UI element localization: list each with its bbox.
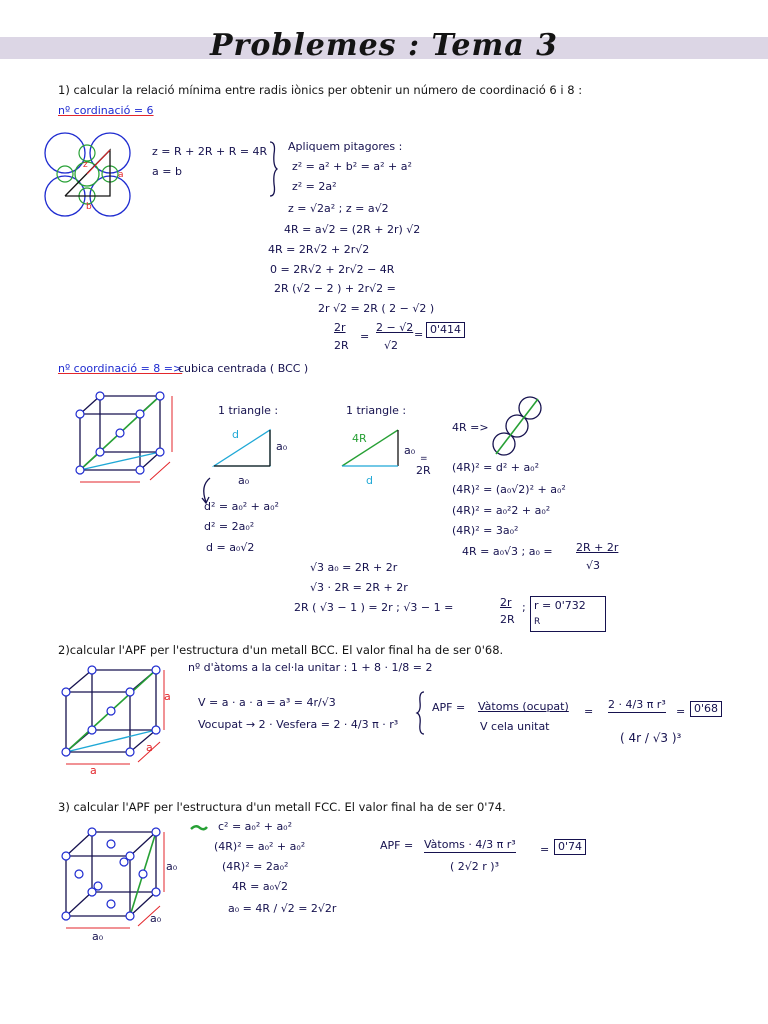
fig-label-z: z bbox=[83, 160, 88, 170]
fcc-step-3: (4R)² = 2a₀² bbox=[222, 860, 289, 873]
v-line: V = a · a · a = a³ = 4r/√3 bbox=[198, 696, 336, 709]
eq-a-b: a = b bbox=[152, 165, 182, 178]
fcc-diag-label: a₀ bbox=[150, 912, 162, 925]
tri2-eq: = bbox=[420, 454, 428, 464]
frac-right-num: 2 − √2 bbox=[376, 321, 414, 334]
sphere-chain bbox=[490, 394, 546, 460]
r-step-5: 4R = a₀√3 ; a₀ = bbox=[462, 545, 553, 558]
brace-2 bbox=[416, 690, 426, 736]
step-5: 4R = 2R√2 + 2r√2 bbox=[268, 243, 370, 256]
vocupat-line: Vocupat → 2 · Vesfera = 2 · 4/3 π · r³ bbox=[198, 718, 399, 731]
step-1: z² = a² + b² = a² + a² bbox=[292, 160, 412, 173]
fcc-step-1: c² = a₀² + a₀² bbox=[218, 820, 292, 833]
fig-label-a: a bbox=[118, 170, 124, 180]
frac-left-num: 2r bbox=[334, 321, 346, 334]
frac-den-2: ( 4r / √3 )³ bbox=[620, 731, 682, 745]
triangle1-title: 1 triangle : bbox=[218, 404, 279, 417]
result-box-3: 0'68 bbox=[690, 701, 722, 717]
result2-top: r = 0'732 bbox=[534, 599, 586, 612]
tri1-base: a₀ bbox=[238, 474, 250, 487]
d-step-3: d = a₀√2 bbox=[206, 541, 255, 554]
tri2-hyp: 4R bbox=[352, 432, 367, 445]
step-4: 4R = a√2 = (2R + 2r) √2 bbox=[284, 223, 421, 236]
result-box-2 bbox=[530, 596, 606, 632]
question-3: 3) calcular l'APF per l'estructura d'un metall FCC. El valor final ha de ser 0'74. bbox=[58, 800, 506, 814]
frac-right-den: √2 bbox=[384, 339, 399, 352]
chain-label: 4R => bbox=[452, 421, 489, 434]
r-step-1: (4R)² = d² + a₀² bbox=[452, 461, 540, 474]
apf-label-2: APF = bbox=[432, 701, 466, 714]
cube2-side-label: a bbox=[164, 690, 171, 703]
page-title: Problemes : Tema 3 bbox=[210, 28, 558, 63]
result-box-4: 0'74 bbox=[554, 839, 586, 855]
triangle-1 bbox=[212, 428, 272, 468]
eq-z: z = R + 2R + R = 4R bbox=[152, 145, 268, 158]
fcc-base-label: a₀ bbox=[92, 930, 104, 943]
r-step-3: (4R)² = a₀²2 + a₀² bbox=[452, 504, 551, 517]
tri2-side2: 2R bbox=[416, 464, 431, 477]
apf-den-2: V cela unitat bbox=[480, 720, 550, 733]
coord8-heading: nº coordinació = 8 => bbox=[58, 362, 183, 375]
tri2-side: a₀ bbox=[404, 444, 416, 457]
result-box-1: 0'414 bbox=[426, 322, 465, 338]
bcc-cube-1 bbox=[70, 390, 180, 485]
coord8-rest: cubica centrada ( BCC ) bbox=[178, 362, 309, 375]
tri1-side: a₀ bbox=[276, 440, 288, 453]
brace-1 bbox=[268, 140, 278, 198]
frac-left-den: 2R bbox=[334, 339, 349, 352]
apf-den-3: ( 2√2 r )³ bbox=[450, 860, 500, 873]
pitagores-label: Apliquem pitagores : bbox=[288, 140, 403, 153]
d-step-2: d² = 2a₀² bbox=[204, 520, 255, 533]
cube2-diag-label: a bbox=[146, 741, 153, 754]
coord6-heading: nº cordinació = 6 bbox=[58, 104, 154, 117]
apf-num-3: Vàtoms · 4/3 π r³ bbox=[424, 838, 516, 851]
r-step-4: (4R)² = 3a₀² bbox=[452, 524, 519, 537]
tri1-hyp: d bbox=[232, 428, 239, 441]
a0-frac-num: 2R + 2r bbox=[576, 541, 619, 554]
fcc-step-2: (4R)² = a₀² + a₀² bbox=[214, 840, 306, 853]
d-step-1: d² = a₀² + a₀² bbox=[204, 500, 279, 513]
step-6: 0 = 2R√2 + 2r√2 − 4R bbox=[270, 263, 395, 276]
cube2-base-label: a bbox=[90, 764, 97, 777]
result2-bottom: R bbox=[534, 617, 541, 627]
bottom-frac-den: 2R bbox=[500, 613, 515, 626]
triangle2-title: 1 triangle : bbox=[346, 404, 407, 417]
frac-num-2: 2 · 4/3 π r³ bbox=[608, 698, 666, 711]
bottom-step-3: 2R ( √3 − 1 ) = 2r ; √3 − 1 = bbox=[294, 601, 454, 614]
step-7: 2R (√2 − 2 ) + 2r√2 = bbox=[274, 282, 396, 295]
bcc-cube-2 bbox=[56, 664, 166, 774]
question-2: 2)calcular l'APF per l'estructura d'un metall BCC. El valor final ha de ser 0'68. bbox=[58, 643, 504, 657]
fcc-step-4: 4R = a₀√2 bbox=[232, 880, 289, 893]
fcc-side-label: a₀ bbox=[166, 860, 178, 873]
apf-label-3: APF = bbox=[380, 839, 414, 852]
fig-label-b: b bbox=[86, 202, 92, 212]
bottom-step-2: √3 · 2R = 2R + 2r bbox=[310, 581, 408, 594]
step-3: z = √2a² ; z = a√2 bbox=[288, 202, 389, 215]
step-2: z² = 2a² bbox=[292, 180, 337, 193]
atoms-line: nº d'àtoms a la cel·la unitar : 1 + 8 · 1/8 = 2 bbox=[188, 661, 433, 674]
r-step-2: (4R)² = (a₀√2)² + a₀² bbox=[452, 483, 566, 496]
bottom-frac-num: 2r bbox=[500, 596, 512, 609]
step-8: 2r √2 = 2R ( 2 − √2 ) bbox=[318, 302, 435, 315]
a0-frac-den: √3 bbox=[586, 559, 601, 572]
tri2-base: d bbox=[366, 474, 373, 487]
green-mark bbox=[190, 824, 208, 832]
question-1: 1) calcular la relació mínima entre radis iònics per obtenir un número de coordinació 6 i 8 : bbox=[58, 83, 583, 97]
eq-2: = bbox=[584, 705, 594, 718]
bottom-step-1: √3 a₀ = 2R + 2r bbox=[310, 561, 398, 574]
fcc-step-5: a₀ = 4R / √2 = 2√2r bbox=[228, 902, 337, 915]
triangle-2 bbox=[340, 428, 400, 468]
apf-num-2: Vàtoms (ocupat) bbox=[478, 700, 569, 713]
